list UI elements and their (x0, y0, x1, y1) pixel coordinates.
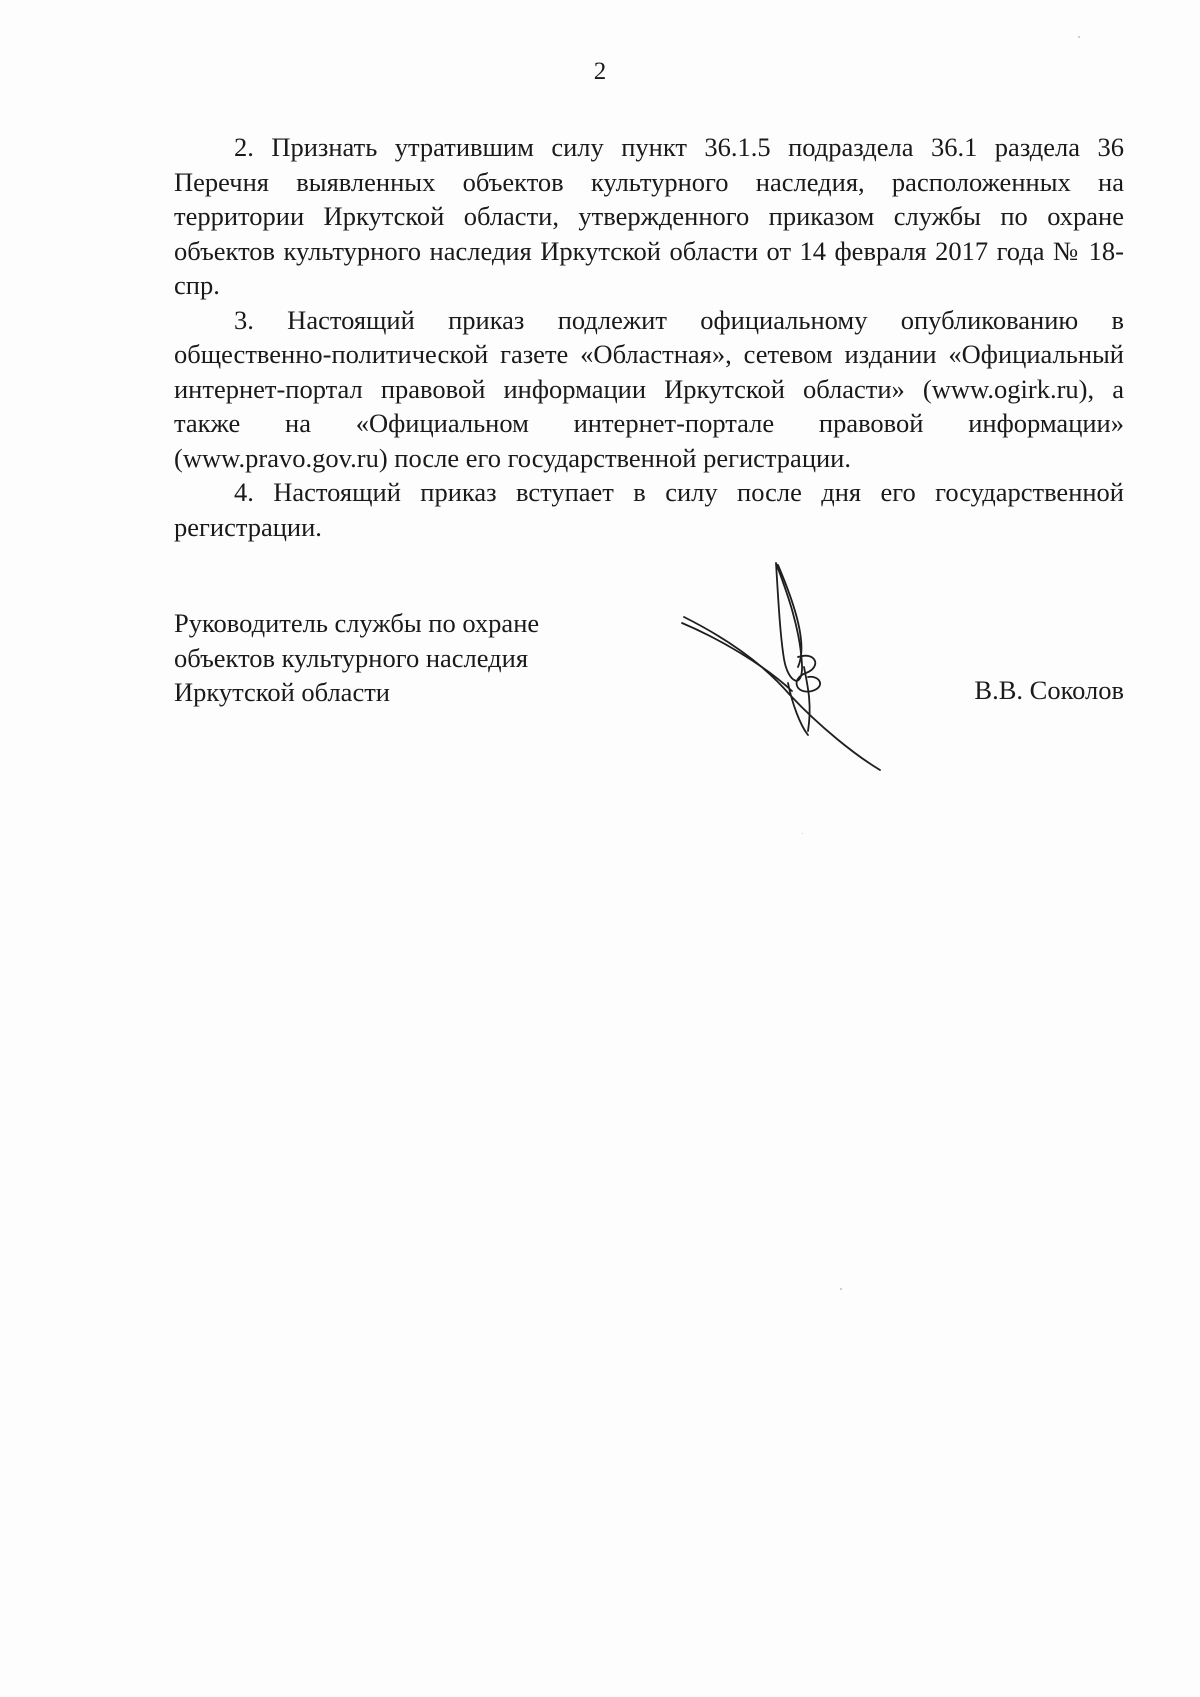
signatory-position (174, 606, 539, 710)
paragraph-2: 2. Признать утратившим силу пункт 36.1.5 подраздела 36.1 раздела 36 Перечня выявленных объектов культурного наследия, расположенных на территории Иркутской области, утвержденного приказом службы по охране объектов культурного наследия Иркутской области от 14 февраля 2017 года № 18-спр. (174, 132, 1124, 300)
signer-name: В.В. Соколов (974, 675, 1124, 705)
position-line: Руководитель службы по охране (174, 608, 540, 638)
paragraph-4: 4. Настоящий приказ вступает в силу после дня его государственной регистрации. (174, 477, 1124, 542)
position-line: объектов культурного наследия (174, 642, 529, 673)
scan-speck (1078, 36, 1080, 38)
paragraph-3: 3. Настоящий приказ подлежит официальному опубликованию в общественно-политической газете «Областная», сетевом издании «Официальный интернет-портал правовой информации Иркутской области» (www.ogirk.ru), а также на «Официальном интернет-портале правовой информации» (www.pravo.gov.ru) после его государственной регистрации. (174, 304, 1124, 473)
position-line: Иркутской области (174, 677, 390, 707)
page-number: 2 (593, 58, 607, 85)
handwritten-signature (680, 555, 920, 785)
document-body (174, 130, 1124, 544)
scan-speck (840, 1288, 842, 1290)
scan-speck (802, 833, 803, 834)
